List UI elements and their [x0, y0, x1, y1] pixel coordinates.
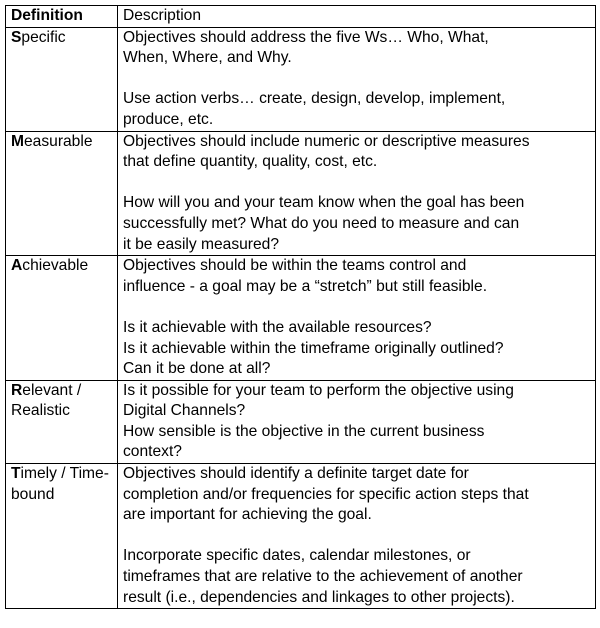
description-line: completion and/or frequencies for specific action steps that [123, 485, 529, 503]
definition-term-text: Realistic [11, 402, 70, 420]
description-line: result (i.e., dependencies and linkages to other projects). [123, 588, 515, 606]
description-cell [118, 256, 596, 381]
definition-term-text: pecific [21, 28, 66, 46]
description-paragraph [123, 132, 590, 173]
description-line: influence - a goal may be a “stretch” but still feasible. [123, 277, 488, 295]
definition-term-line [11, 28, 112, 49]
description-line: How will you and your team know when the goal has been [123, 194, 525, 212]
description-paragraph [123, 318, 590, 380]
table-row [6, 464, 596, 609]
definition-initial-letter: R [11, 381, 23, 399]
description-line: Is it possible for your team to perform the objective using [123, 381, 514, 399]
description-paragraph [123, 256, 590, 297]
definition-cell [6, 464, 118, 609]
description-line: are important for achieving the goal. [123, 506, 372, 524]
description-paragraph [123, 546, 590, 608]
paragraph-spacer [123, 69, 590, 90]
table-row [6, 256, 596, 381]
table-row [6, 131, 596, 256]
description-cell [118, 464, 596, 609]
description-line: context? [123, 443, 182, 461]
description-paragraph [123, 464, 590, 526]
description-line: Is it achievable with the available resources? [123, 318, 432, 336]
description-paragraph [123, 28, 590, 69]
description-cell [118, 131, 596, 256]
table-row [6, 380, 596, 463]
description-line: Use action verbs… create, design, develop, implement, [123, 90, 506, 108]
description-line: Incorporate specific dates, calendar milestones, or [123, 547, 471, 565]
description-line: timeframes that are relative to the achievement of another [123, 568, 523, 586]
definition-term-line [11, 256, 112, 277]
definition-term-line [11, 381, 112, 402]
definition-term-text: easurable [24, 132, 93, 150]
definition-term-line [11, 464, 112, 485]
description-cell [118, 380, 596, 463]
definition-term-line [11, 132, 112, 153]
description-line: successfully met? What do you need to measure and can [123, 214, 520, 232]
description-line: it be easily measured? [123, 235, 280, 253]
definition-initial-letter: M [11, 132, 24, 150]
definition-cell [6, 256, 118, 381]
description-paragraph [123, 89, 590, 130]
description-line: Is it achievable within the timeframe originally outlined? [123, 339, 504, 357]
description-paragraph [123, 193, 590, 255]
definition-cell [6, 131, 118, 256]
description-line: produce, etc. [123, 110, 214, 128]
description-line: Objectives should address the five Ws… Who, What, [123, 28, 489, 46]
definition-header: Definition [6, 6, 118, 28]
table-body [6, 27, 596, 609]
description-header: Description [118, 6, 596, 28]
definition-cell [6, 27, 118, 131]
definition-initial-letter: A [11, 257, 23, 275]
paragraph-spacer [123, 297, 590, 318]
description-line: Digital Channels? [123, 402, 246, 420]
description-line: Objectives should be within the teams control and [123, 257, 467, 275]
definition-term-text: elevant / [22, 381, 82, 399]
description-line: Objectives should identify a definite target date for [123, 465, 469, 483]
description-line: that define quantity, quality, cost, etc. [123, 153, 378, 171]
definition-initial-letter: T [11, 465, 21, 483]
description-line: When, Where, and Why. [123, 49, 292, 67]
description-cell [118, 27, 596, 131]
definition-term-line [11, 401, 112, 422]
smart-objectives-table [5, 5, 596, 609]
definition-term-line [11, 485, 112, 506]
definition-cell [6, 380, 118, 463]
description-paragraph [123, 381, 590, 463]
definition-initial-letter: S [11, 28, 22, 46]
header-row [6, 6, 596, 28]
definition-term-text: imely / Time- [20, 465, 109, 483]
table-row [6, 27, 596, 131]
description-line: Objectives should include numeric or descriptive measures [123, 132, 530, 150]
paragraph-spacer [123, 526, 590, 547]
description-line: How sensible is the objective in the current business [123, 422, 485, 440]
paragraph-spacer [123, 173, 590, 194]
definition-term-text: chievable [22, 257, 89, 275]
description-line: Can it be done at all? [123, 360, 271, 378]
definition-term-text: bound [11, 485, 55, 503]
